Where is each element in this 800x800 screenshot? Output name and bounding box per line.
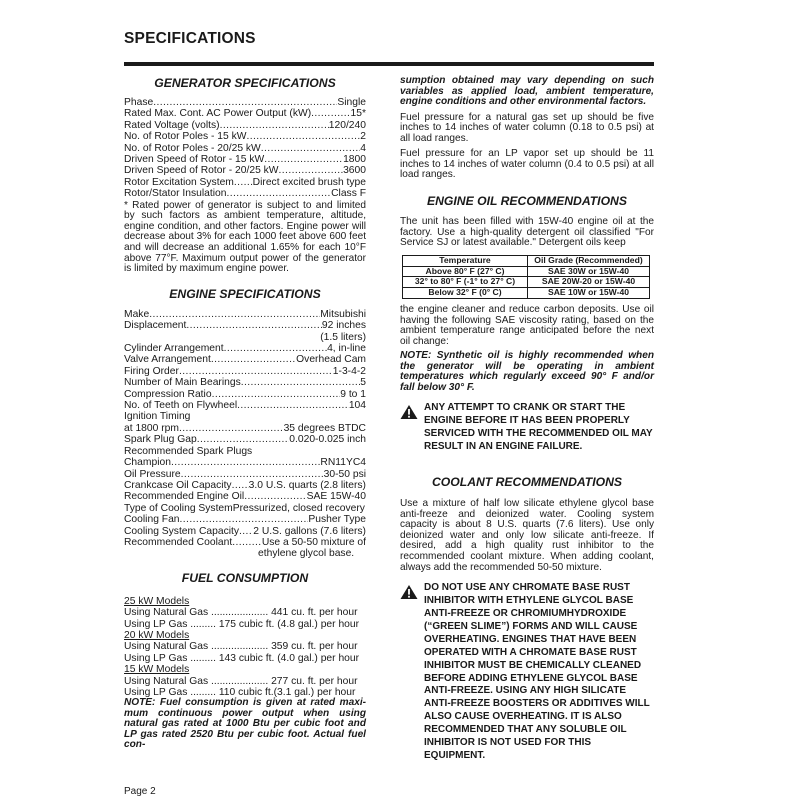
leader-dots: [180, 514, 309, 525]
ignition-timing-label: Ignition Timing: [124, 411, 191, 423]
leader-dots: [232, 537, 262, 548]
coolant-continuation: ethylene glycol base.: [258, 548, 355, 560]
fuel-consumption-row: [124, 676, 366, 687]
spec-label: Firing Order: [124, 365, 179, 377]
fuel-type-label: Using Natural Gas: [124, 675, 209, 687]
leader-dots: .........: [187, 687, 219, 698]
cooling-type-row: Type of Cooling SystemPressurized, closed recovery: [124, 502, 365, 514]
spec-label: No. of Rotor Poles - 15 kW: [124, 131, 247, 143]
oil-temperature-cell: 32° to 80° F (-1° to 27° C): [403, 277, 528, 288]
leader-dots: ....................: [208, 607, 272, 619]
engine-spec-list-4: [124, 514, 366, 548]
generator-note: [124, 201, 366, 275]
spec-label: Recommended Engine Oil: [124, 491, 245, 503]
page-title: SPECIFICATIONS: [124, 30, 256, 47]
spec-row: [124, 131, 366, 142]
fuel-rate-value: 277 cu. ft. per hour: [271, 675, 358, 687]
fuel-pressure-lp: Fuel pressure for an LP vapor set up should be 11 inches to 14 inches of water column (0.4 to 0.5 psi) at all load ranges.: [400, 148, 654, 181]
spec-row: [124, 188, 366, 199]
oil-warning-text: ANY ATTEMPT TO CRANK OR START THE ENGINE BEFORE IT HAS BEEN PROPERLY SERVICED WITH THE RECOMMENDED OIL MAY RESULT IN AN ENGINE FAILURE.: [424, 402, 653, 453]
leader-dots: [226, 188, 331, 199]
right-column: [400, 72, 654, 763]
leader-dots: [279, 165, 344, 176]
fuel-model-title: 25 kW Models: [124, 595, 190, 607]
spec-row: [124, 526, 366, 537]
fuel-consumption-groups: [124, 596, 366, 699]
spec-label: Driven Speed of Rotor - 20/25 kW: [124, 165, 279, 177]
spec-value: 4, in-line: [327, 343, 366, 355]
spec-value: 5: [360, 377, 366, 389]
spec-value: Class F: [331, 188, 366, 200]
leader-dots: ....................: [208, 675, 272, 687]
leader-dots: [244, 491, 306, 502]
fuel-pressure-natural-gas: Fuel pressure for a natural gas set up should be five inches to 14 inches of water column (0.18 to 0.5 psi) at all load ranges.: [400, 111, 654, 144]
spec-row: [124, 165, 366, 176]
fuel-type-label: Using LP Gas: [124, 652, 188, 664]
spec-label: at 1800 rpm: [124, 422, 179, 434]
generator-note-text: * Rated power of generator is subject to and limited by such factors as ambient temperature, altitude, engine condition, and other factors. Engine power will decrease about 3% for each 1000 feet above 600 feet and will decrease an additional 1.65% for each 10°F above 77°F. Maximum output power of the generator is limited by maximum engine power.: [124, 199, 366, 275]
oil-grade-cell: SAE 30W or 15W-40: [528, 266, 650, 277]
oil-table-header: [403, 255, 650, 266]
oil-table-row: [403, 288, 650, 299]
spec-value: 104: [348, 400, 366, 412]
spec-label: No. of Rotor Poles - 20/25 kW: [124, 142, 261, 154]
spec-label: Valve Arrangement: [124, 354, 211, 366]
spec-row: [124, 120, 366, 131]
spec-value: RN11YC4: [320, 457, 366, 469]
spec-value: 1800: [343, 154, 366, 166]
spec-label: Rated Voltage (volts): [124, 119, 220, 131]
fuel-type-label: Using Natural Gas: [124, 607, 209, 619]
spec-label: Cooling Fan: [124, 514, 180, 526]
spec-label: Champion: [124, 457, 171, 469]
leader-dots: .........: [187, 652, 219, 664]
spec-value: Pusher Type: [308, 514, 366, 526]
leader-dots: [179, 366, 333, 377]
oil-temperature-cell: Above 80° F (27° C): [403, 266, 528, 277]
spec-value: Overhead Cam: [296, 354, 366, 366]
spec-row: [124, 366, 366, 377]
spec-row: [124, 537, 366, 548]
left-column: [124, 72, 366, 751]
engine-spec-list-1: [124, 343, 366, 411]
fuel-type-label: Using Natural Gas: [124, 641, 209, 653]
oil-heading: ENGINE OIL RECOMMENDATIONS: [427, 194, 627, 209]
engine-spec-list-3: [124, 457, 366, 503]
fuel-consumption-row: [124, 607, 366, 618]
leader-dots: [264, 154, 343, 165]
fuel-note-part2: sumption obtained may vary depending on such variables as applied load, ambient temperature, engine conditions and other environmental factors.: [400, 75, 654, 107]
oil-table-header-grade: Oil Grade (Recommended): [528, 255, 650, 266]
leader-dots: [239, 526, 253, 537]
spec-value: 4: [360, 142, 366, 154]
leader-dots: [179, 423, 284, 434]
fuel-consumption-row: [124, 653, 366, 664]
fuel-heading: FUEL CONSUMPTION: [181, 570, 309, 585]
title-rule: [124, 62, 654, 66]
engine-spec-list-2: [124, 423, 366, 446]
spec-label: Spark Plug Gap: [124, 434, 197, 446]
spec-row: [124, 343, 366, 354]
spec-label: Rated Max. Cont. AC Power Output (kW): [124, 108, 312, 120]
coolant-warning-text: DO NOT USE ANY CHROMATE BASE RUST INHIBITOR WITH ETHYLENE GLYCOL BASE ANTI-FREEZE OR CHROMIUMHYDROXIDE (“GREEN SLIME”) FORMS AND WILL CAUSE OVERHEATING. ENGINES THAT HAVE BEEN OPERATED WITH A CHROMATE BASE RUST INHIBITOR MUST BE CHEMICALLY CLEANED BEFORE ADDING ETHYLENE GLYCOL BASE ANTI-FREEZE. USING ANY HIGH SILICATE ANTI-FREEZE BOOSTERS OR ADDITIVES WILL ALSO CAUSE OVERHEATING. IT IS ALSO RECOMMENDED THAT ANY SOLUBLE OIL INHIBITOR IS NOT USED FOR THIS EQUIPMENT.: [424, 582, 650, 761]
spec-value: 15*: [350, 108, 366, 120]
leader-dots: .........: [187, 618, 219, 630]
oil-synthetic-note: NOTE: Synthetic oil is highly recommended when the generator will be operating in ambient temperatures which regularly exceed 90° F and/or fall below 30° F.: [400, 350, 654, 393]
spec-row: [124, 514, 366, 525]
fuel-rate-value: 175 cubic ft. (4.8 gal.) per hour: [218, 618, 360, 630]
displacement-liters: (1.5 liters): [320, 331, 366, 343]
spec-row: [124, 389, 366, 400]
leader-dots: [234, 177, 253, 188]
oil-grade-cell: SAE 10W or 15W-40: [528, 288, 650, 299]
spec-row: [124, 108, 366, 119]
spec-row: [124, 423, 366, 434]
spec-row: [124, 400, 366, 411]
fuel-type-label: Using LP Gas: [124, 687, 188, 698]
generator-heading: GENERATOR SPECIFICATIONS: [154, 76, 336, 90]
oil-table-header-temperature: Temperature: [403, 255, 528, 266]
spec-row-make: Make ..... Mitsubishi: [124, 309, 366, 320]
spec-label: Recommended Coolant: [124, 536, 233, 548]
fuel-rate-value: 110 cubic ft.(3.1 gal.) per hour: [218, 687, 356, 698]
spec-value: Use a 50-50 mixture of: [261, 536, 366, 548]
coolant-heading: COOLANT RECOMMENDATIONS: [431, 475, 623, 490]
spec-value: 2 U.S. gallons (7.6 liters): [253, 525, 366, 537]
spec-value: SAE 15W-40: [306, 491, 366, 503]
leader-dots: [246, 131, 360, 142]
spec-row: [124, 97, 366, 108]
spec-value: 30-50 psi: [323, 468, 366, 480]
leader-dots: [237, 400, 349, 411]
spec-row: [124, 480, 366, 491]
spark-plugs-label: Recommended Spark Plugs: [124, 445, 253, 457]
oil-warning: [400, 402, 654, 454]
oil-table-row: [403, 277, 650, 288]
leader-dots: [171, 457, 320, 468]
leader-dots: [220, 120, 329, 131]
spec-row: [124, 143, 366, 154]
coolant-text: Use a mixture of half low silicate ethylene glycol base anti-freeze and deionized water. Cooling system capacity is about 8 U.S. quarts (7.6 liters). Use only deionized water and only low silicate anti-freeze. If desired, add a high quality rust inhibitor to the recommended coolant mixture. When adding coolant, always add the recommended 50-50 mixture.: [400, 498, 654, 573]
leader-dots: ....................: [208, 641, 272, 653]
fuel-model-title: 20 kW Models: [124, 629, 190, 641]
spec-value: Single: [337, 97, 366, 108]
spec-label: Oil Pressure: [124, 468, 181, 480]
leader-dots: [261, 143, 360, 154]
spec-value: 3.0 U.S. quarts (2.8 liters): [248, 479, 366, 491]
spec-value: 1-3-4-2: [332, 365, 366, 377]
spec-row: [124, 434, 366, 445]
leader-dots: [153, 97, 337, 108]
oil-grade-table: [402, 255, 650, 299]
leader-dots: [181, 469, 324, 480]
spec-row: [124, 154, 366, 165]
fuel-type-label: Using LP Gas: [124, 618, 188, 630]
fuel-note-part1: NOTE: Fuel consumption is given at rated maxi-mum continuous power output when using natural gas rated at 1000 Btu per cubic foot and LP gas rated 2520 Btu per cubic foot. Actual fuel con-: [124, 697, 366, 751]
fuel-rate-value: 441 cu. ft. per hour: [271, 607, 358, 619]
leader-dots: [224, 343, 327, 354]
spec-label: Compression Ratio: [124, 388, 212, 400]
leader-dots: [232, 480, 249, 491]
spec-row-displacement: Displacement ..... 92 inches: [124, 320, 366, 331]
spec-label: Crankcase Oil Capacity: [124, 479, 232, 491]
spec-row: [124, 457, 366, 468]
spec-value: 9 to 1: [340, 388, 366, 400]
engine-heading: ENGINE SPECIFICATIONS: [169, 286, 321, 301]
fuel-consumption-row: [124, 641, 366, 652]
leader-dots: [311, 108, 350, 119]
spec-label: No. of Teeth on Flywheel: [124, 400, 238, 412]
fuel-rate-value: 143 cubic ft. (4.0 gal.) per hour: [218, 652, 360, 664]
warning-icon: [400, 404, 420, 454]
oil-continuation: the engine cleaner and reduce carbon deposits. Use oil having the following SAE viscosity rating, based on the ambient temperature range anticipated before the next oil change:: [400, 304, 654, 347]
leader-dots: [241, 377, 361, 388]
spec-value: 35 degrees BTDC: [283, 422, 366, 434]
leader-dots: [211, 354, 296, 365]
spec-label: Number of Main Bearings: [124, 377, 241, 389]
fuel-model-title: 15 kW Models: [124, 664, 190, 676]
spec-value: 2: [360, 131, 366, 143]
oil-temperature-cell: Below 32° F (0° C): [403, 288, 528, 299]
spec-value: 0.020-0.025 inch: [289, 434, 366, 446]
fuel-rate-value: 359 cu. ft. per hour: [271, 641, 358, 653]
page-number: Page 2: [124, 786, 156, 797]
generator-spec-list: [124, 97, 366, 200]
spec-row: [124, 377, 366, 388]
spec-row: [124, 354, 366, 365]
oil-grade-cell: SAE 20W-20 or 15W-40: [528, 277, 650, 288]
coolant-warning: [400, 582, 654, 763]
oil-intro: The unit has been filled with 15W-40 engine oil at the factory. Use a high-quality detergent oil classified "For Service SJ or latest available." Detergent oils keep: [400, 216, 654, 249]
spec-label: Rotor Excitation System: [124, 176, 234, 188]
spec-label: Cooling System Capacity: [124, 525, 240, 537]
leader-dots: [197, 434, 290, 445]
spec-label: Cylinder Arrangement: [124, 343, 224, 355]
spec-row: [124, 469, 366, 480]
spec-label: Rotor/Stator Insulation: [124, 188, 227, 200]
spec-value: 120/240: [328, 119, 366, 131]
spec-value: Direct excited brush type: [252, 176, 366, 188]
spec-row: [124, 177, 366, 188]
spec-label: Phase: [124, 97, 154, 108]
spec-value: 3600: [343, 165, 366, 177]
fuel-consumption-row: [124, 619, 366, 630]
oil-table-row: [403, 266, 650, 277]
spec-label: Driven Speed of Rotor - 15 kW: [124, 154, 265, 166]
leader-dots: [212, 389, 341, 400]
warning-icon: [400, 584, 420, 763]
spec-row: [124, 491, 366, 502]
